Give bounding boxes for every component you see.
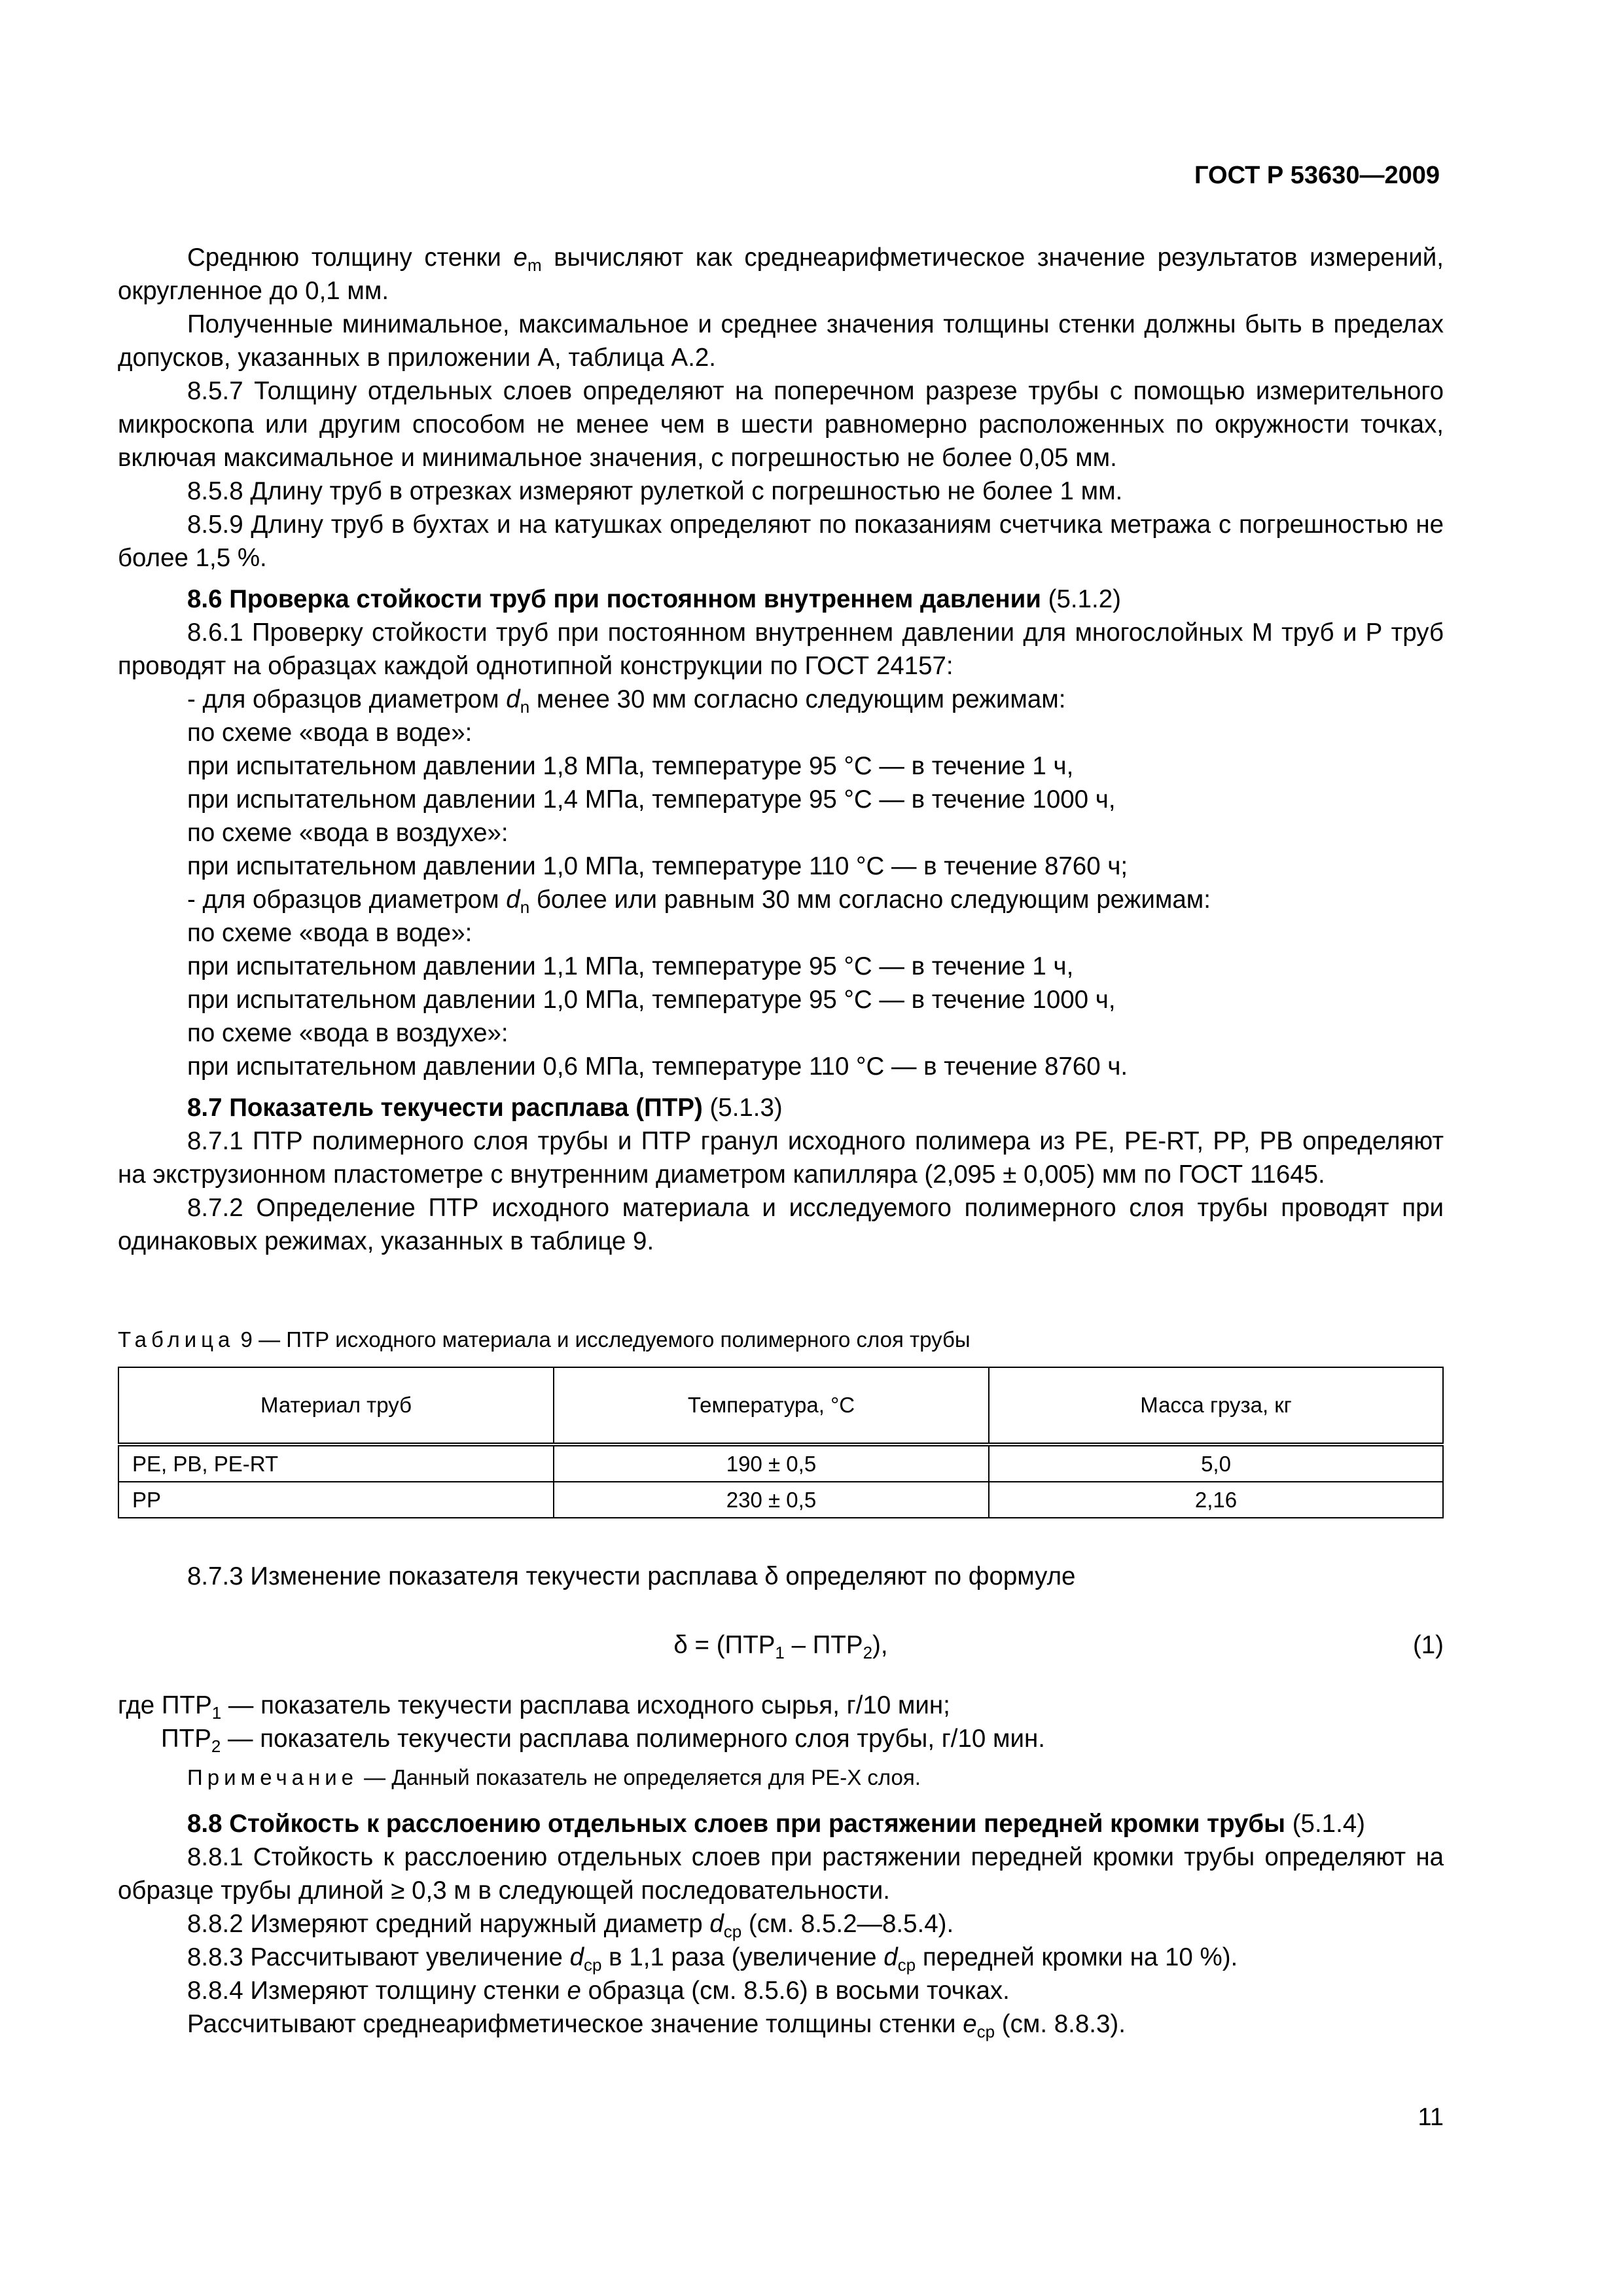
regime-line: по схеме «вода в воде»: (187, 919, 473, 947)
paragraph-8-7-1: 8.7.1 ПТР полимерного слоя трубы и ПТР гранул исходного полимера из РЕ, PE-RT, PP, PB определяют на экструзионном пластометре с внутренним диаметром капилляра (2,095 ± 0,005) мм по ГОСТ 11645. (118, 1127, 1444, 1189)
paragraph-8-7-3-block (118, 1560, 1444, 1593)
paragraph-8-5-8: 8.5.8 Длину труб в отрезках измеряют рулеткой с погрешностью не более 1 мм. (187, 477, 1123, 505)
table-cell-material: PP (118, 1482, 554, 1518)
table-cell-load-mass: 5,0 (989, 1444, 1443, 1482)
regime-line: по схеме «вода в воздухе»: (187, 1019, 508, 1047)
regime-line: при испытательном давлении 0,6 МПа, температуре 110 °С — в течение 8760 ч. (187, 1052, 1128, 1081)
column-header-material: Материал труб (118, 1367, 554, 1444)
document-code-header: ГОСТ Р 53630—2009 (1194, 162, 1440, 189)
paragraph-8-8-3: 8.8.3 Рассчитывают увеличение $d_{ср}$ в 1,1 раза (увеличение $d_{ср}$ передней кромки на 10 %). (187, 1943, 1238, 1975)
paragraph-average-thickness: Среднюю толщину стенки $e_m$ вычисляют как среднеарифметическое значение результатов измерений, округленное до 0,1 мм. (118, 243, 1444, 305)
note: Примечание — Данный показатель не определяется для PE-X слоя. (187, 1765, 921, 1789)
regime-line: при испытательном давлении 1,0 МПа, температуре 95 °С — в течение 1000 ч, (187, 986, 1116, 1014)
formula-number: (1) (1412, 1631, 1444, 1659)
table-cell-temperature: 230 ± 0,5 (554, 1482, 989, 1518)
column-header-load-mass: Масса груза, кг (989, 1367, 1443, 1444)
heading-8-7: 8.7 Показатель текучести расплава (ПТР) (5.1.3) (187, 1094, 783, 1122)
paragraph-8-7-2: 8.7.2 Определение ПТР исходного материала и исследуемого полимерного слоя трубы проводят при одинаковых режимах, указанных в таблице 9. (118, 1194, 1444, 1255)
paragraph-tolerances: Полученные минимальное, максимальное и среднее значения толщины стенки должны быть в пределах допусков, указанных в приложении А, таблица А.2. (118, 310, 1444, 372)
table-cell-load-mass: 2,16 (989, 1482, 1443, 1518)
bullet-diameter-under-30: - для образцов диаметром $d_n$ менее 30 мм согласно следующим режимам: (187, 685, 1066, 717)
paragraph-8-5-7: 8.5.7 Толщину отдельных слоев определяют на поперечном разрезе трубы с помощью измерительного микроскопа или другим способом не менее чем в шести равномерно расположенных по окружности точках, включая максимальное и минимальное значения, с погрешностью не более 0,05 мм. (118, 377, 1444, 472)
bullet-diameter-30-and-more: - для образцов диаметром $d_n$ более или равным 30 мм согласно следующим режимам: (187, 886, 1211, 917)
paragraph-8-7-3: 8.7.3 Изменение показателя текучести расплава δ определяют по формуле (187, 1562, 1076, 1590)
paragraph-8-8-1: 8.8.1 Стойкость к расслоению отдельных слоев при растяжении передней кромки трубы определяют на образце трубы длиной ≥ 0,3 м в следующей последовательности. (118, 1843, 1444, 1905)
legend-ptr1: где $ПТР_1$ — показатель текучести расплава исходного сырья, г/10 мин; (118, 1691, 950, 1723)
table-row (118, 1444, 1443, 1482)
regime-line: по схеме «вода в воздухе»: (187, 819, 508, 847)
paragraph-average-thickness-esr: Рассчитывают среднеарифметическое значение толщины стенки $e_{ср}$ (см. 8.8.3). (187, 2010, 1126, 2041)
legend-ptr2: $ПТР_2$ — показатель текучести расплава полимерного слоя трубы, г/10 мин. (161, 1725, 1045, 1756)
paragraph-8-8-2: 8.8.2 Измеряют средний наружный диаметр $d_{ср}$ (см. 8.5.2—8.5.4). (187, 1910, 954, 1941)
regime-line: при испытательном давлении 1,8 МПа, температуре 95 °С — в течение 1 ч, (187, 752, 1074, 780)
regime-line: при испытательном давлении 1,1 МПа, температуре 95 °С — в течение 1 ч, (187, 952, 1074, 980)
table-9-caption: Таблица 9 — ПТР исходного материала и исследуемого полимерного слоя трубы (118, 1327, 971, 1352)
table-header-row (118, 1367, 1443, 1444)
regime-line: при испытательном давлении 1,0 МПа, температуре 110 °С — в течение 8760 ч; (187, 852, 1128, 880)
section-8-5-text (118, 241, 1444, 1258)
table-cell-temperature: 190 ± 0,5 (554, 1444, 989, 1482)
heading-8-8: 8.8 Стойкость к расслоению отдельных слоев при растяжении передней кромки трубы (5.1.4) (187, 1810, 1365, 1838)
page-number: 11 (1418, 2104, 1444, 2131)
heading-8-6: 8.6 Проверка стойкости труб при постоянном внутреннем давлении (5.1.2) (187, 585, 1121, 613)
table-row (118, 1482, 1443, 1518)
formula-1: $\delta = (ПТР_1 - ПТР_2)$, (673, 1631, 888, 1662)
formula-legend-and-8-8 (118, 1689, 1444, 2041)
table-9 (118, 1367, 1444, 1518)
regime-line: при испытательном давлении 1,4 МПа, температуре 95 °С — в течение 1000 ч, (187, 785, 1116, 814)
paragraph-8-8-4: 8.8.4 Измеряют толщину стенки e образца (см. 8.5.6) в восьми точках. (187, 1977, 1010, 2005)
column-header-temperature: Температура, °С (554, 1367, 989, 1444)
regime-line: по схеме «вода в воде»: (187, 719, 473, 747)
paragraph-8-5-9: 8.5.9 Длину труб в бухтах и на катушках определяют по показаниям счетчика метража с погрешностью не более 1,5 %. (118, 511, 1444, 572)
table-cell-material: PE, PB, PE-RT (118, 1444, 554, 1482)
paragraph-8-6-1: 8.6.1 Проверку стойкости труб при постоянном внутреннем давлении для многослойных М труб и Р труб проводят на образцах каждой однотипной конструкции по ГОСТ 24157: (118, 619, 1444, 680)
